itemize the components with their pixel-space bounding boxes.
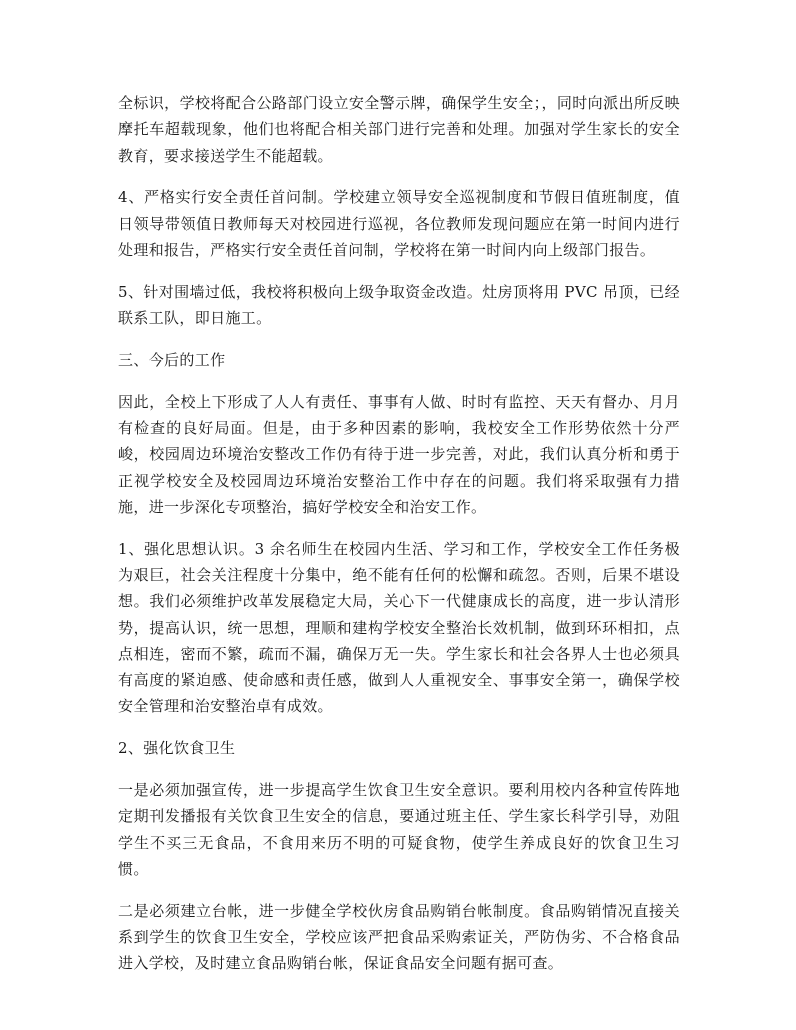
paragraph-item-4: 4、严格实行安全责任首问制。学校建立领导安全巡视制度和节假日值班制度，值日领导带领值日教师每天对校园进行巡视，各位教师发现问题应在第一时间内进行处理和报告，严格实行安全责任首问制，学校将在第一时间内向上级部门报告。 (118, 188, 680, 259)
paragraph-item-5: 5、针对围墙过低，我校将积极向上级争取资金改造。灶房顶将用 PVC 吊顶，已经联系工队，即日施工。 (118, 282, 680, 328)
document-body (118, 90, 680, 992)
paragraph-traffic-safety: 全标识，学校将配合公路部门设立安全警示牌，确保学生安全；，同时向派出所反映摩托车超载现象，他们也将配合相关部门进行完善和处理。加强对学生家长的安全教育，要求接送学生不能超载。 (118, 94, 680, 165)
paragraph-item-1: 1、强化思想认识。3 余名师生在校园内生活、学习和工作，学校安全工作任务极为艰巨，社会关注程度十分集中，绝不能有任何的松懈和疏忽。否则，后果不堪设想。我们必须维护改革发展稳定大局，关心下一代健康成长的高度，进一步认清形势，提高认识，统一思想，理顺和建构学校安全整治长效机制，做到环环相扣，点点相连，密而不繁，疏而不漏，确保万无一失。学生家长和社会各界人士也必须具有高度的紧迫感、使命感和责任感，做到人人重视安全、事事安全第一，确保学校安全管理和治安整治卓有成效。 (118, 539, 680, 716)
paragraph-ledger: 二是必须建立台帐，进一步健全学校伙房食品购销台帐制度。食品购销情况直接关系到学生的饮食卫生安全，学校应该严把食品采购索证关，严防伪劣、不合格食品进入学校，及时建立食品购销台帐，保证食品安全问题有据可查。 (118, 901, 680, 973)
paragraph-publicity: 一是必须加强宣传，进一步提高学生饮食卫生安全意识。要利用校内各种宣传阵地定期刊发播报有关饮食卫生安全的信息，要通过班主任、学生家长科学引导，劝阻学生不买三无食品，不食用来历不明的可疑食物，使学生养成良好的饮食卫生习惯。 (118, 781, 680, 878)
section-heading-future-work: 三、今后的工作 (118, 350, 226, 369)
paragraph-summary: 因此，全校上下形成了人人有责任、事事有人做、时时有监控、天天有督办、月月有检查的良好局面。但是，由于多种因素的影响，我校安全工作形势依然十分严峻，校园周边环境治安整改工作仍有待于进一步完善，对此，我们认真分析和勇于正视学校安全及校园周边环境治安整治工作中存在的问题。我们将采取强有力措施，进一步深化专项整治，搞好学校安全和治安工作。 (118, 392, 680, 516)
subheading-food-hygiene: 2、强化饮食卫生 (118, 739, 236, 758)
